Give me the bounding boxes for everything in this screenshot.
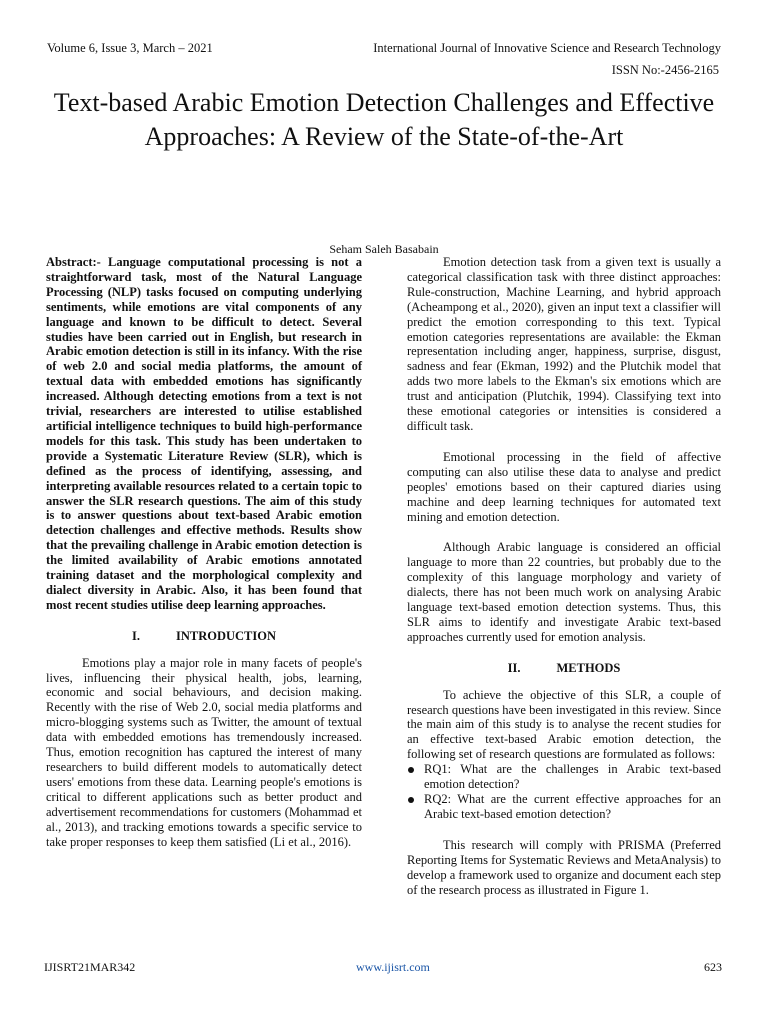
article-id: IJISRT21MAR342 (44, 960, 136, 974)
intro-paragraph: Emotions play a major role in many facets of people's lives, influencing their physical health, jobs, learning, economic and social behaviours, and decision making. Recently with the rise of Web 2.0, social media platforms and micro-blogging systems such as Twitter, the amount of textual data with embedded emotions has tremendously increased. Thus, emotion recognition has captured the interest of many researchers to build different models to automatically detect users' emotions from these data. Learning people's emotions is critical to different applications such as better product and advertisement recommendations for customers (Mohammad et al., 2013), and tracking emotions towards a specific service to take proper responses to keep them satisfied (Li et al., 2016). (46, 655, 362, 849)
issn: ISSN No:-2456-2165 (611, 63, 719, 77)
section-title: METHODS (556, 660, 621, 675)
journal-name: International Journal of Innovative Science and Research Technology (373, 41, 721, 55)
rq1-text: RQ1: What are the challenges in Arabic text-based emotion detection? (424, 762, 721, 792)
paragraph-emotion-detection: Emotion detection task from a given text is usually a categorical classification task with three distinct approaches: Rule-construction, Machine Learning, and hybrid approach (Acheampong et al., 2020), given an input text a classifier will predict the emotion corresponding to this text. Typical emotion categories representations are available: the Ekman representation including anger, happiness, surprise, disgust, sadness and fear (Ekman, 1992) and the Plutchik model that adds two more labels to the Ekman's six emotions which are trust and anticipation (Plutchik, 1994). Classifying text into these emotional categories or intensities is considered a difficult task. (407, 255, 721, 433)
volume-issue: Volume 6, Issue 3, March – 2021 (47, 41, 213, 55)
prisma-paragraph: This research will comply with PRISMA (Preferred Reporting Items for Systematic Reviews and MetaAnalysis) to develop a framework used to organize and document each step of the research process as illustrated in Figure 1. (407, 837, 721, 897)
methods-paragraph: To achieve the objective of this SLR, a couple of research questions have been investigated in this review. Since the main aim of this study is to analyse the recent studies for an effective text-based Arabic emotion detection, the following set of research questions are formulated as follows: (407, 687, 721, 762)
section-number: II. (507, 660, 521, 675)
right-column (407, 255, 721, 897)
left-column (46, 255, 362, 849)
section-number: I. (131, 628, 140, 643)
page-number: 623 (704, 960, 722, 974)
list-item (407, 762, 721, 792)
list-item (407, 792, 721, 822)
journal-website-link[interactable]: www.ijisrt.com (356, 960, 430, 974)
research-questions-list (407, 762, 721, 822)
abstract: Abstract:- Language computational processing is not a straightforward task, most of the Natural Language Processing (NLP) tasks focused on computing underlying sentiments, while emotions are vital components of any language and known to be difficult to detect. Several studies have been carried out in English, but research in Arabic emotion detection is still in its infancy. With the rise of web 2.0 and social media platforms, the amount of textual data with embedded emotions has significantly increased. Although detecting emotions from a text is not trivial, researchers are interested to utilise established artificial intelligence techniques to build high-performance models for this task. This study has been undertaken to provide a Systematic Literature Review (SLR), which is defined as the process of identifying, assessing, and interpreting available resources related to a certain topic to answer the SLR research questions. The aim of this study is to answer questions about text-based Arabic emotion detection challenges and effective methods. Results show that the prevailing challenge in Arabic emotion detection is the limited availability of Arabic emotions annotated training dataset and the morphological complexity and dialect diversity in Arabic. Also, it has been found that most recent studies utilise deep learning approaches. (46, 255, 362, 612)
section-heading-introduction (46, 629, 362, 644)
bullet-icon (408, 797, 414, 803)
author-name: Seham Saleh Basabain (329, 242, 439, 256)
section-title: INTRODUCTION (175, 628, 276, 643)
paragraph-emotional-processing: Emotional processing in the field of affective computing can also utilise these data to analyse and predict peoples' emotions based on their captured diaries using machine and deep learning techniques for automated text mining and emotion detection. (407, 449, 721, 524)
paragraph-arabic-language: Although Arabic language is considered an official language to more than 22 countries, but probably due to the complexity of this language morphology and variety of dialects, there has not been much work on analysing Arabic language text-based emotion detection systems. Thus, this SLR aims to identify and investigate Arabic text-based approaches currently used for emotion analysis. (407, 540, 721, 644)
section-heading-methods (407, 661, 721, 676)
rq2-text: RQ2: What are the current effective approaches for an Arabic text-based emotion detection? (424, 792, 721, 821)
paper-title: Text-based Arabic Emotion Detection Challenges and Effective Approaches: A Review of the State-of-the-Art (53, 88, 715, 151)
bullet-icon (408, 767, 414, 773)
